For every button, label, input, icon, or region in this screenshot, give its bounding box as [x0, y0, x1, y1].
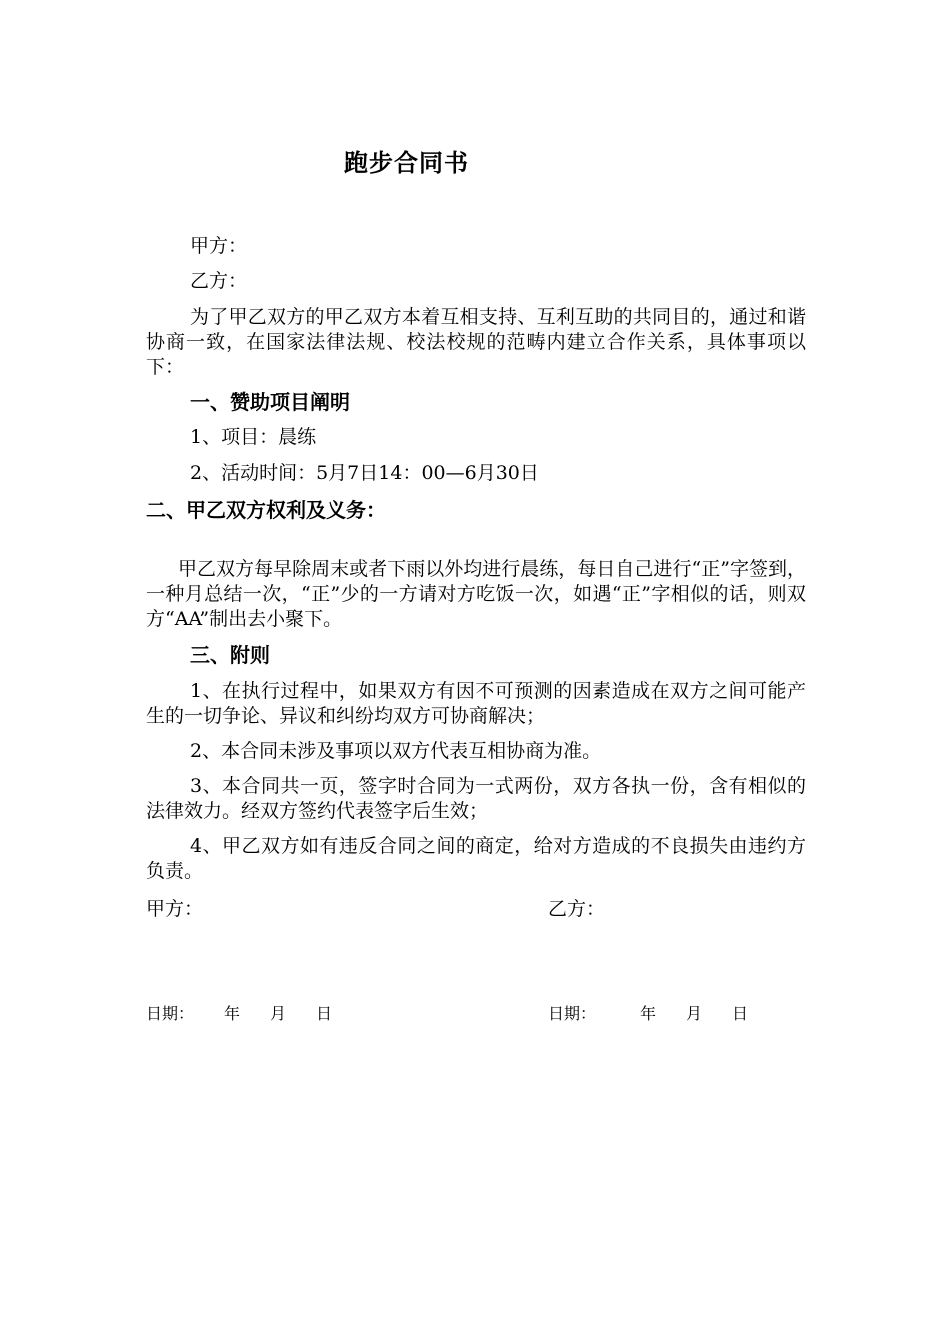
date-line-b [548, 1003, 748, 1025]
day-label-b: 日 [732, 1004, 749, 1023]
day-label-a: 日 [316, 1004, 333, 1023]
date-label-a: 日期： [146, 1004, 195, 1023]
clause-3: 3、本合同共一页，签字时合同为一式两份，双方各执一份，含有相似的法律效力。经双方签约代表签字后生效； [146, 775, 806, 822]
section2-body: 甲乙双方每早除周末或者下雨以外均进行晨练，每日自己进行“正”字签到，一种月总结一次，“正”少的一方请对方吃饭一次，如遇“正”字相似的话，则双方“AA”制出去小聚下。 [146, 558, 806, 630]
year-label-a: 年 [224, 1004, 241, 1023]
signature-party-b: 乙方： [548, 898, 606, 920]
date-label-b: 日期： [548, 1004, 597, 1023]
clause-2: 2、本合同未涉及事项以双方代表互相协商为准。 [190, 740, 602, 762]
section2-heading: 二、甲乙双方权利及义务： [146, 498, 386, 522]
section3-heading: 三、附则 [190, 643, 270, 667]
party-a-line: 甲方： [190, 235, 248, 257]
month-label-b: 月 [686, 1004, 703, 1023]
month-label-a: 月 [270, 1004, 287, 1023]
clause-1: 1、在执行过程中，如果双方有因不可预测的因素造成在双方之间可能产生的一切争论、异议和纠纷均双方可协商解决； [146, 680, 806, 727]
section1-item1: 1、项目：晨练 [190, 426, 317, 448]
section1-item2: 2、活动时间：5月7日14：00—6月30日 [190, 462, 539, 484]
year-label-b: 年 [640, 1004, 657, 1023]
intro-paragraph: 为了甲乙双方的甲乙双方本着互相支持、互利互助的共同目的，通过和谐协商一致，在国家法律法规、校法校规的范畴内建立合作关系，具体事项以下： [146, 306, 806, 378]
date-line-a [146, 1003, 332, 1025]
section1-heading: 一、赞助项目阐明 [190, 390, 350, 414]
party-b-line: 乙方： [190, 270, 248, 292]
clause-4: 4、甲乙双方如有违反合同之间的商定，给对方造成的不良损失由违约方负责。 [146, 835, 806, 882]
document-title: 跑步合同书 [344, 149, 469, 177]
signature-party-a: 甲方： [146, 898, 204, 920]
